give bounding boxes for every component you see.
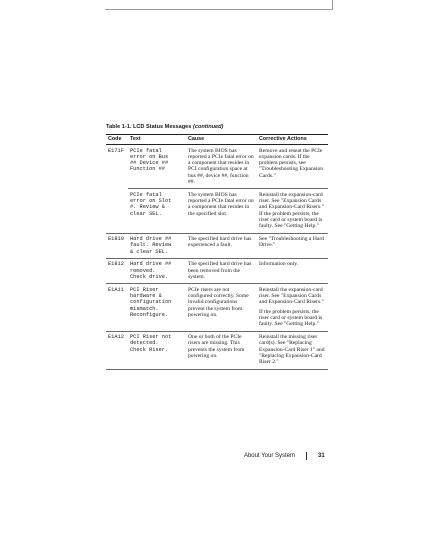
cell-actions xyxy=(257,189,328,233)
cell-text: PCI Riser not detected. Check Riser. xyxy=(128,331,186,369)
cell-code: E1A11 xyxy=(106,284,128,331)
cell-text: Hard drive ## removed. Check drive. xyxy=(128,258,186,283)
cell-actions xyxy=(257,258,328,283)
cell-cause: The system BIOS has reported a PCIe fatal error on a component that resides in the specified slot. xyxy=(186,189,257,233)
cell-cause: The system BIOS has reported a PCIe fatal error on a component that resides in PCI configuration space at bus ##, device ##, function ##. xyxy=(186,145,257,189)
cell-code: E171F xyxy=(108,147,124,154)
footer-separator xyxy=(306,452,307,460)
table-row xyxy=(106,233,328,258)
top-corner-line xyxy=(332,0,333,10)
column-header-code: Code xyxy=(106,135,128,145)
cell-text: PCIe fatal error on Slot #. Review & clear SEL. xyxy=(128,189,186,233)
cell-text: Hard drive ## fault. Review & clear SEL. xyxy=(128,233,186,258)
cell-code: E1A12 xyxy=(106,331,128,369)
cell-cause: One or both of the PCIe risers are missing. This prevents the system from powering on. xyxy=(186,331,257,369)
column-header-cause: Cause xyxy=(186,135,257,145)
table-caption-label: Table 1-1. xyxy=(106,124,132,130)
column-header-actions: Corrective Actions xyxy=(257,135,328,145)
footer-section-title: About Your System xyxy=(243,453,295,459)
cell-cause: The specified hard drive has experienced a fault. xyxy=(186,233,257,258)
action-paragraph: If the problem persists, the riser card or system board is faulty. See "Getting Help." xyxy=(259,308,323,328)
top-border-line xyxy=(105,9,333,10)
action-paragraph: Reinstall the missing riser card(s). See "Replacing Expansion-Card Riser 1" and "Replacing Expansion-Card Riser 2." xyxy=(259,334,325,366)
cell-text: PCI Riser hardware & configuration mismatch. Reconfigure. xyxy=(128,284,186,331)
column-header-text: Text xyxy=(128,135,186,145)
table-header-row xyxy=(106,135,328,145)
table-caption-title: LCD Status Messages xyxy=(132,124,192,130)
cell-actions xyxy=(257,233,328,258)
table-row xyxy=(106,258,328,283)
cell-code: E1810 xyxy=(106,233,128,258)
cell-cause: The specified hard drive has been removed from the system. xyxy=(186,258,257,283)
action-paragraph: Information only. xyxy=(259,261,299,268)
table-caption xyxy=(106,124,223,130)
cell-code: E1812 xyxy=(106,258,128,283)
page-number: 31 xyxy=(318,453,325,459)
table-row xyxy=(106,145,328,189)
cell-actions xyxy=(257,284,328,331)
action-paragraph: See "Troubleshooting a Hard Drive." xyxy=(259,236,324,249)
table-row xyxy=(106,189,328,233)
cell-text: PCIe fatal error on Bus ## Device ## Function ## xyxy=(128,145,186,189)
action-paragraph: Remove and reseat the PCIe expansion cards. If the problem persists, see "Troubleshooting Expansion Cards." xyxy=(259,147,324,179)
action-paragraph: Reinstall the expansion-card riser. See "Expansion Cards and Expansion-Card Risers." If the problem persists, the riser card or system board is faulty. See "Getting Help." xyxy=(259,191,324,230)
table-row xyxy=(106,284,328,331)
table-row xyxy=(106,331,328,369)
action-paragraph: Reinstall the expansion-card riser. See "Expansion Cards and Expansion-Card Risers." xyxy=(259,286,324,306)
cell-actions xyxy=(257,331,328,369)
cell-cause: PCIe risers are not configured correctly. Some invalid configurations prevent the system from powering on. xyxy=(186,284,257,331)
lcd-status-table xyxy=(106,134,328,370)
cell-actions xyxy=(257,145,328,189)
table-caption-suffix: (continued) xyxy=(192,124,224,130)
cell-code xyxy=(106,189,128,233)
